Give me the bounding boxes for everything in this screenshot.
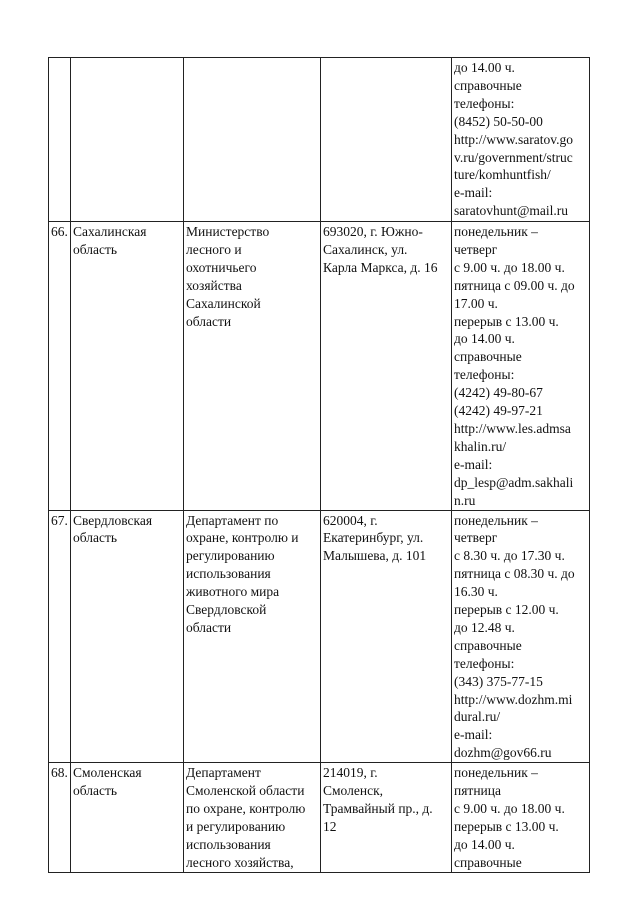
office-hours-contacts: понедельник – пятница с 9.00 ч. до 18.00 ч. перерыв с 13.00 ч. до 14.00 ч. справочные: [452, 763, 590, 872]
table-row: [49, 763, 590, 872]
organization-name: [184, 58, 321, 222]
row-number: [49, 58, 71, 222]
row-number: 67.: [49, 510, 71, 763]
region-name: [71, 58, 184, 222]
table-row: [49, 510, 590, 763]
organization-name: Департамент Смоленской области по охране, контролю и регулированию использования лесного хозяйства,: [184, 763, 321, 872]
address: 693020, г. Южно- Сахалинск, ул. Карла Маркса, д. 16: [321, 222, 452, 511]
table-row: [49, 58, 590, 222]
region-name: Свердловская область: [71, 510, 184, 763]
organization-name: Департамент по охране, контролю и регулированию использования животного мира Свердловской области: [184, 510, 321, 763]
region-name: Сахалинская область: [71, 222, 184, 511]
address: 620004, г. Екатеринбург, ул. Малышева, д. 101: [321, 510, 452, 763]
row-number: 66.: [49, 222, 71, 511]
table-row: [49, 222, 590, 511]
regional-offices-table: [48, 57, 590, 873]
organization-name: Министерство лесного и охотничьего хозяйства Сахалинской области: [184, 222, 321, 511]
office-hours-contacts: понедельник – четверг с 8.30 ч. до 17.30 ч. пятница с 08.30 ч. до 16.30 ч. перерыв с 12.00 ч. до 12.48 ч. справочные телефоны: (343) 375-77-15 http://www.dozhm.mi dural.ru/ e-mail: dozhm@gov66.ru: [452, 510, 590, 763]
region-name: Смоленская область: [71, 763, 184, 872]
office-hours-contacts: понедельник – четверг с 9.00 ч. до 18.00 ч. пятница с 09.00 ч. до 17.00 ч. перерыв с 13.00 ч. до 14.00 ч. справочные телефоны: (4242) 49-80-67 (4242) 49-97-21 http://www.les.admsa khalin.ru/ e-mail: dp_lesp@adm.sakhali n.ru: [452, 222, 590, 511]
address: 214019, г. Смоленск, Трамвайный пр., д. 12: [321, 763, 452, 872]
office-hours-contacts: до 14.00 ч. справочные телефоны: (8452) 50-50-00 http://www.saratov.go v.ru/government/struc ture/komhuntfish/ e-mail: saratovhunt@mail.ru: [452, 58, 590, 222]
row-number: 68.: [49, 763, 71, 872]
address: [321, 58, 452, 222]
